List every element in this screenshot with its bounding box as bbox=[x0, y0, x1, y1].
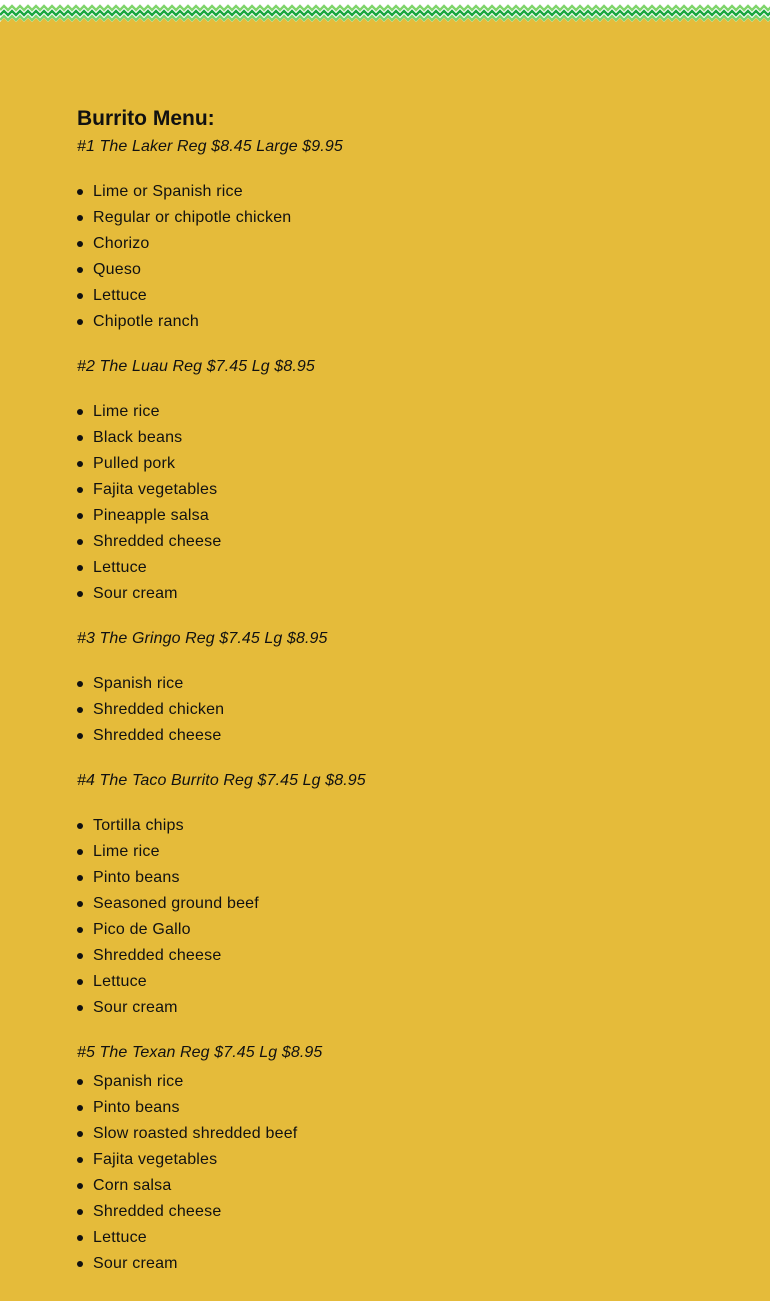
list-item: Lime rice bbox=[77, 839, 717, 865]
list-item: Lime rice bbox=[77, 399, 717, 425]
list-item: Pineapple salsa bbox=[77, 503, 717, 529]
list-item: Sour cream bbox=[77, 995, 717, 1021]
list-item: Black beans bbox=[77, 425, 717, 451]
list-item: Pinto beans bbox=[77, 1095, 717, 1121]
list-item: Shredded cheese bbox=[77, 723, 717, 749]
item-title: #4 The Taco Burrito Reg $7.45 Lg $8.95 bbox=[77, 772, 366, 789]
menu-heading: Burrito Menu: bbox=[77, 107, 215, 130]
list-item: Seasoned ground beef bbox=[77, 891, 717, 917]
list-item: Spanish rice bbox=[77, 1069, 717, 1095]
menu-item-4 bbox=[77, 768, 717, 1021]
list-item: Lime or Spanish rice bbox=[77, 179, 717, 205]
item-title: #2 The Luau Reg $7.45 Lg $8.95 bbox=[77, 358, 315, 375]
list-item: Regular or chipotle chicken bbox=[77, 205, 717, 231]
list-item: Tortilla chips bbox=[77, 813, 717, 839]
ingredient-list bbox=[77, 671, 717, 749]
list-item: Fajita vegetables bbox=[77, 477, 717, 503]
list-item: Shredded cheese bbox=[77, 529, 717, 555]
menu-item-3 bbox=[77, 626, 717, 749]
ingredient-list bbox=[77, 179, 717, 335]
ingredient-list bbox=[77, 813, 717, 1021]
list-item: Chorizo bbox=[77, 231, 717, 257]
item-title: #5 The Texan Reg $7.45 Lg $8.95 bbox=[77, 1044, 323, 1061]
list-item: Chipotle ranch bbox=[77, 309, 717, 335]
zigzag-top-border bbox=[0, 0, 770, 26]
list-item: Slow roasted shredded beef bbox=[77, 1121, 717, 1147]
menu-item-2 bbox=[77, 354, 717, 607]
list-item: Sour cream bbox=[77, 1251, 717, 1277]
list-item: Sour cream bbox=[77, 581, 717, 607]
list-item: Queso bbox=[77, 257, 717, 283]
list-item: Lettuce bbox=[77, 283, 717, 309]
zigzag-pattern bbox=[0, 0, 770, 26]
list-item: Corn salsa bbox=[77, 1173, 717, 1199]
list-item: Lettuce bbox=[77, 1225, 717, 1251]
list-item: Pico de Gallo bbox=[77, 917, 717, 943]
list-item: Lettuce bbox=[77, 969, 717, 995]
ingredient-list bbox=[77, 1069, 717, 1277]
menu-item-1 bbox=[77, 134, 717, 335]
item-title: #3 The Gringo Reg $7.45 Lg $8.95 bbox=[77, 630, 328, 647]
zigzag-line-1 bbox=[0, 6, 770, 10]
list-item: Shredded chicken bbox=[77, 697, 717, 723]
item-title: #1 The Laker Reg $8.45 Large $9.95 bbox=[77, 138, 343, 155]
ingredient-list bbox=[77, 399, 717, 607]
list-item: Shredded cheese bbox=[77, 943, 717, 969]
menu-item-5 bbox=[77, 1040, 717, 1277]
burrito-menu bbox=[77, 104, 717, 1277]
list-item: Fajita vegetables bbox=[77, 1147, 717, 1173]
list-item: Lettuce bbox=[77, 555, 717, 581]
list-item: Pinto beans bbox=[77, 865, 717, 891]
zigzag-line-2 bbox=[0, 11, 770, 15]
list-item: Pulled pork bbox=[77, 451, 717, 477]
list-item: Spanish rice bbox=[77, 671, 717, 697]
list-item: Shredded cheese bbox=[77, 1199, 717, 1225]
